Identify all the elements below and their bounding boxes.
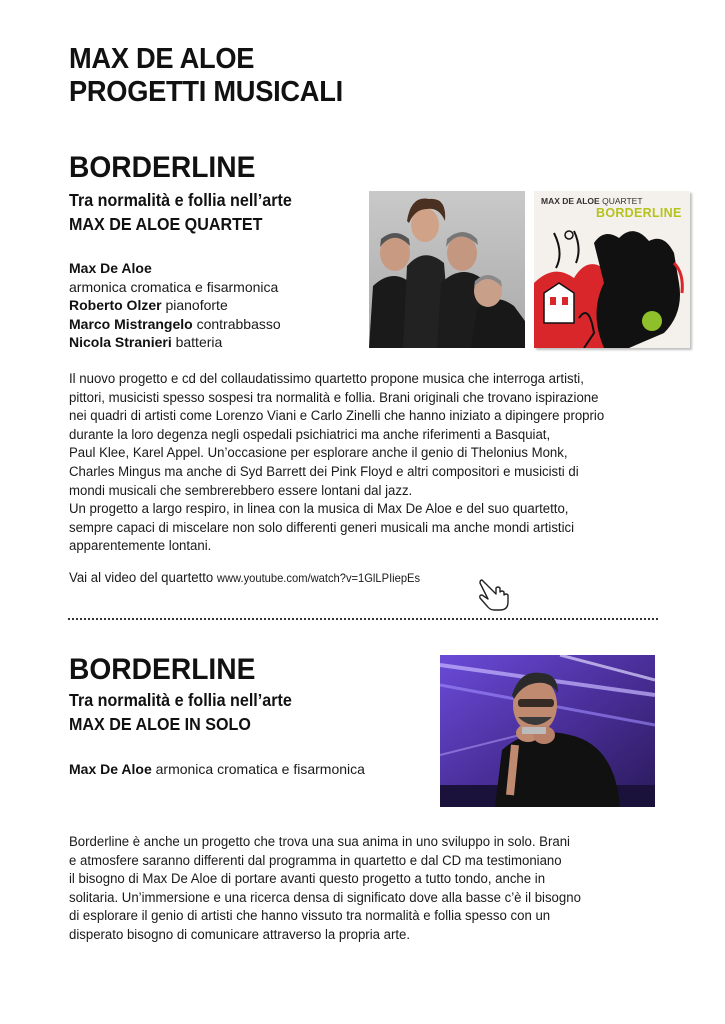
paragraph-line: mondi musicali che sembrerebbero essere lontani dal jazz. — [69, 482, 413, 499]
paragraph-line: di esplorare il genio di artisti che hanno vissuto tra normalità e follia spesso con un — [69, 908, 551, 925]
video-label: Vai al video del quartetto — [69, 570, 217, 586]
album-cover — [534, 191, 690, 348]
album-artist-line — [541, 196, 643, 206]
lineup-line — [69, 315, 281, 334]
lineup-line — [69, 333, 281, 352]
musician-role: contrabbasso — [192, 315, 281, 332]
paragraph-line: sempre capaci di miscelare non solo differenti generi musicali ma anche mondi artistici — [69, 519, 575, 536]
musician-role: armonica cromatica e fisarmonica — [69, 278, 279, 295]
section1-title: BORDERLINE — [69, 151, 256, 184]
section1-description — [69, 370, 664, 556]
page-title-line1: MAX DE ALOE — [69, 43, 255, 75]
musician-name: Nicola Stranieri — [69, 334, 172, 350]
paragraph-line: durante la loro degenza negli ospedali psichiatrici ma anche riferimenti a Basquiat, — [69, 426, 551, 443]
lineup-line — [69, 296, 281, 315]
section2-lineup — [69, 760, 365, 779]
paragraph-line: solitaria. Un’immersione e una ricerca densa di significato dove alla basse c’è il bisogno — [69, 889, 581, 906]
paragraph-line: Un progetto a largo respiro, in linea con la musica di Max De Aloe e del suo quartetto, — [69, 501, 569, 518]
section2-subtitle2: MAX DE ALOE IN SOLO — [69, 714, 251, 734]
section1-subtitle: Tra normalità e follia nell’arte — [69, 190, 292, 210]
video-link-row — [69, 569, 420, 587]
hand-pointer-icon[interactable] — [476, 578, 512, 617]
musician-name: Marco Mistrangelo — [69, 315, 193, 332]
musician-name: Roberto Olzer — [69, 297, 162, 313]
section1-subtitle2: MAX DE ALOE QUARTET — [69, 214, 263, 234]
solo-photo — [440, 655, 655, 807]
section-divider — [68, 618, 658, 620]
lineup-line — [69, 278, 281, 297]
album-group: QUARTET — [599, 196, 643, 206]
paragraph-line: Charles Mingus ma anche di Syd Barrett dei Pink Floyd e altri compositori e musicisti di — [69, 463, 579, 480]
section2-subtitle: Tra normalità e follia nell’arte — [69, 690, 292, 710]
paragraph-line: nei quadri di artisti come Lorenzo Viani e Carlo Zinelli che hanno iniziato a dipingere proprio — [69, 408, 605, 425]
section2-title: BORDERLINE — [69, 653, 256, 686]
musician-role: armonica cromatica e fisarmonica — [151, 761, 365, 777]
musician-role: pianoforte — [161, 297, 228, 313]
paragraph-line: Borderline è anche un progetto che trova una sua anima in uno sviluppo in solo. Brani — [69, 834, 570, 850]
paragraph-line: apparentemente lontani. — [69, 538, 212, 555]
musician-role: batteria — [171, 334, 223, 350]
album-title: BORDERLINE — [596, 206, 682, 220]
paragraph-line: Il nuovo progetto e cd del collaudatissimo quartetto propone musica che interroga artisti, — [69, 371, 584, 387]
album-artwork — [534, 223, 690, 348]
paragraph-line: pittori, musicisti spesso sospesi tra normalità e follia. Brani originali che trovano ispirazione — [69, 389, 599, 406]
section1-lineup — [69, 259, 281, 352]
quartet-photo — [369, 191, 525, 348]
page-title-line2: PROGETTI MUSICALI — [69, 76, 343, 108]
paragraph-line: e atmosfere saranno differenti dal programma in quartetto e dal CD ma testimoniano — [69, 852, 562, 869]
paragraph-line: il bisogno di Max De Aloe di portare avanti questo progetto a tutto tondo, anche in — [69, 871, 546, 888]
paragraph-line: Paul Klee, Karel Appel. Un’occasione per esplorare anche il genio di Thelonius Monk, — [69, 445, 568, 462]
lineup-line — [69, 259, 281, 278]
section2-description — [69, 833, 664, 945]
video-link[interactable]: www.youtube.com/watch?v=1GlLPIiepEs — [216, 571, 421, 585]
album-artist: MAX DE ALOE — [541, 196, 600, 206]
paragraph-line: disperato bisogno di comunicare attraverso la propria arte. — [69, 926, 411, 943]
musician-name: Max De Aloe — [69, 761, 152, 777]
musician-name: Max De Aloe — [69, 260, 152, 276]
